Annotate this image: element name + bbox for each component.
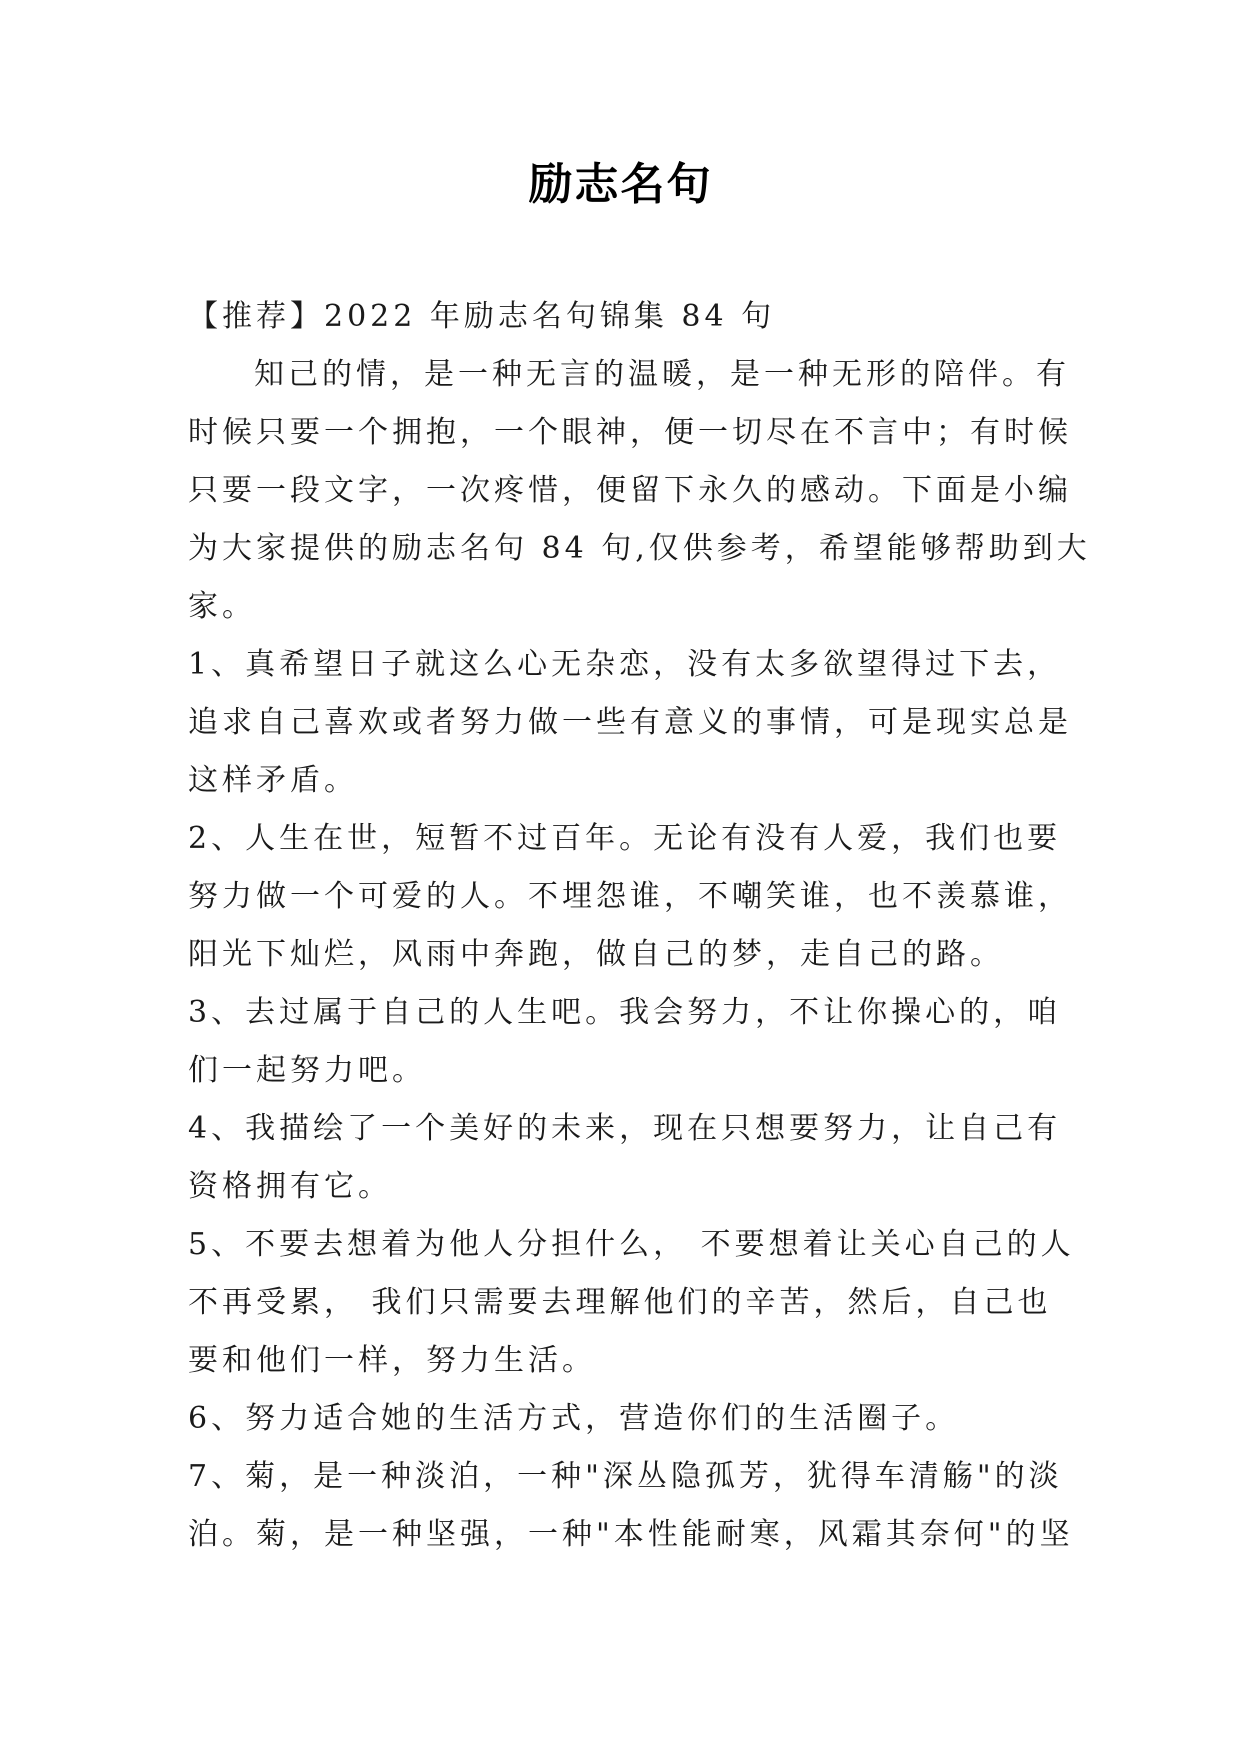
quote-line: 们一起努力吧。	[188, 1053, 426, 1088]
paragraph-line: 时候只要一个拥抱，一个眼神，便一切尽在不言中；有时候	[188, 415, 1072, 450]
paragraph-line: 知己的情，是一种无言的温暖，是一种无形的陪伴。有	[254, 357, 1070, 392]
quote-line: 1、真希望日子就这么心无杂恋，没有太多欲望得过下去，	[188, 647, 1062, 682]
quote-line: 3、去过属于自己的人生吧。我会努力，不让你操心的，咱	[188, 995, 1062, 1030]
quote-line: 不再受累， 我们只需要去理解他们的辛苦，然后，自己也	[188, 1285, 1052, 1320]
subtitle-line: 【推荐】2022 年励志名句锦集 84 句	[188, 299, 776, 334]
paragraph-line: 只要一段文字，一次疼惜，便留下永久的感动。下面是小编	[188, 473, 1072, 508]
quote-line: 追求自己喜欢或者努力做一些有意义的事情，可是现实总是	[188, 705, 1072, 740]
document-title: 励志名句	[528, 159, 713, 210]
quote-line: 泊。菊，是一种坚强，一种"本性能耐寒，风霜其奈何"的坚	[188, 1517, 1074, 1552]
quote-line: 努力做一个可爱的人。不埋怨谁，不嘲笑谁，也不羡慕谁，	[188, 879, 1072, 914]
paragraph-line: 家。	[188, 589, 256, 624]
quote-line: 资格拥有它。	[188, 1169, 392, 1204]
quote-line: 2、人生在世，短暂不过百年。无论有没有人爱，我们也要	[188, 821, 1062, 856]
document-body	[188, 288, 1091, 1564]
quote-line: 要和他们一样，努力生活。	[188, 1343, 596, 1378]
quote-line: 7、菊，是一种淡泊，一种"深丛隐孤芳，犹得车清觞"的淡	[188, 1459, 1063, 1494]
quote-line: 4、我描绘了一个美好的未来，现在只想要努力，让自己有	[188, 1111, 1062, 1146]
quote-line: 阳光下灿烂，风雨中奔跑，做自己的梦，走自己的路。	[188, 937, 1004, 972]
quote-line: 6、努力适合她的生活方式，营造你们的生活圈子。	[188, 1401, 960, 1436]
quote-line: 这样矛盾。	[188, 763, 358, 798]
quote-line: 5、不要去想着为他人分担什么， 不要想着让关心自己的人	[188, 1227, 1075, 1262]
paragraph-line: 为大家提供的励志名句 84 句,仅供参考，希望能够帮助到大	[188, 531, 1091, 566]
